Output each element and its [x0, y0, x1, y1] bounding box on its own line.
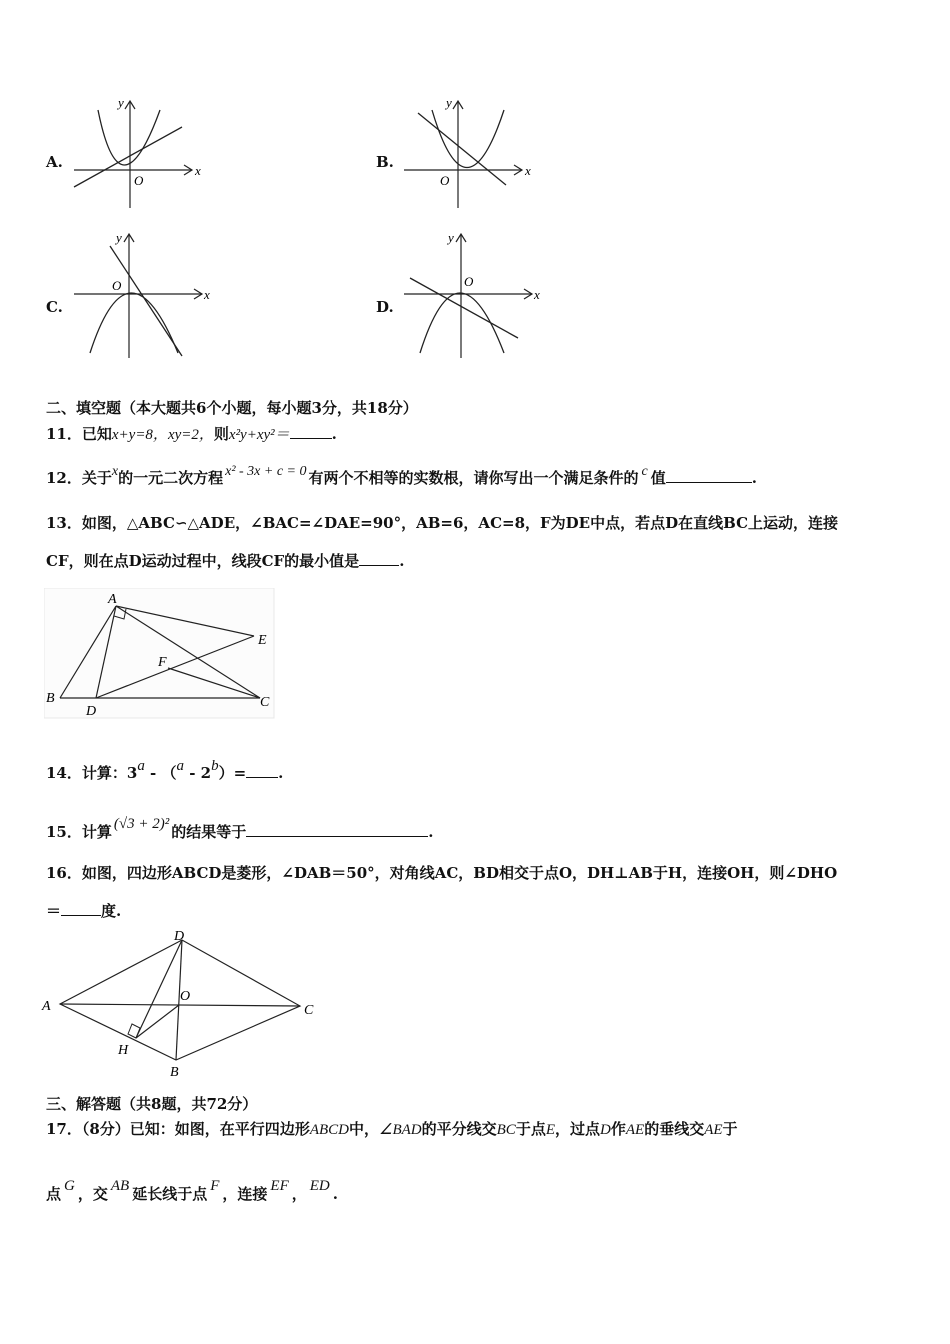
- question-14: 14．计算：3a - （a - 2b）= .: [46, 758, 284, 782]
- question-13-line-1: 13．如图，△ABC∽△ADE，∠BAC=∠DAE=90°，AB=6，AC=8，F为DE中点，若点D在直线BC上运动，连接: [46, 514, 839, 532]
- section-2-title: 二、填空题（本大题共6个小题，每小题3分，共18分）: [46, 399, 418, 417]
- svg-text:A: A: [108, 592, 117, 607]
- figure-16: [40, 928, 330, 1078]
- svg-text:O: O: [464, 274, 474, 289]
- answer-blank: [61, 901, 101, 916]
- question-17-line-1: 17．（8分）已知：如图，在平行四边形ABCD中，∠BAD的平分线交BC于点E，过点D作AE的垂线交AE于: [46, 1120, 738, 1138]
- y-label: y: [118, 95, 124, 110]
- answer-blank: [246, 822, 428, 837]
- option-b-graph: [400, 95, 540, 215]
- svg-text:C: C: [304, 1003, 314, 1018]
- svg-text:x: x: [534, 287, 540, 302]
- line: [110, 246, 182, 356]
- svg-text:y: y: [448, 230, 454, 245]
- option-d-graph: [400, 228, 550, 363]
- svg-text:D: D: [174, 929, 185, 944]
- segment-OH: [136, 1005, 179, 1038]
- answer-blank: [290, 424, 332, 439]
- line: [418, 113, 506, 185]
- svg-text:C: C: [260, 695, 270, 710]
- segment-DH: [136, 940, 182, 1038]
- option-c-graph: [70, 228, 220, 363]
- option-a-graph: [70, 95, 210, 215]
- question-13-line-2: CF，则在点D运动过程中，线段CF的最小值是 .: [46, 552, 405, 570]
- line: [74, 127, 182, 187]
- answer-blank: [666, 468, 752, 483]
- svg-text:x: x: [204, 287, 210, 302]
- parabola: [432, 110, 504, 168]
- question-15: 15．计算 (√3 + 2)² 的结果等于 .: [46, 816, 434, 841]
- figure-13: [44, 588, 276, 720]
- svg-text:B: B: [170, 1065, 179, 1078]
- svg-text:x: x: [525, 163, 531, 178]
- svg-text:O: O: [112, 278, 122, 293]
- question-11: 11．已知x+y=8，xy=2，则x²y+xy²＝ .: [46, 425, 337, 443]
- svg-text:A: A: [42, 999, 51, 1014]
- question-16-line-1: 16．如图，四边形ABCD是菱形，∠DAB＝50°，对角线AC，BD相交于点O，DH⊥AB于H，连接OH，则∠DHO: [46, 864, 838, 882]
- svg-text:y: y: [446, 95, 452, 110]
- diagonal-AC: [60, 1004, 300, 1006]
- svg-text:H: H: [118, 1043, 129, 1058]
- answer-blank: [246, 763, 278, 778]
- option-c-label: C.: [46, 298, 63, 316]
- x-label: x: [195, 163, 201, 178]
- answer-blank: [359, 551, 399, 566]
- svg-text:B: B: [46, 691, 55, 706]
- section-3-title: 三、解答题（共8题，共72分）: [46, 1095, 258, 1113]
- svg-text:O: O: [440, 173, 450, 188]
- question-17-line-2: 点 G ，交 AB 延长线于点 F ，连接 EF ， ED .: [46, 1178, 338, 1203]
- svg-text:O: O: [180, 989, 191, 1004]
- origin-label: O: [134, 173, 144, 188]
- option-b-label: B.: [376, 153, 394, 171]
- svg-text:D: D: [86, 704, 97, 719]
- question-12: 12．关于x的一元二次方程 x² - 3x + c = 0 有两个不相等的实数根，请你写出一个满足条件的 c 值 .: [46, 464, 757, 487]
- option-a-label: A.: [46, 153, 63, 171]
- svg-text:E: E: [258, 633, 267, 648]
- parabola: [90, 293, 178, 353]
- svg-text:F: F: [158, 655, 167, 670]
- question-16-line-2: ＝ 度.: [46, 902, 122, 920]
- svg-text:y: y: [116, 230, 122, 245]
- option-d-label: D.: [376, 298, 394, 316]
